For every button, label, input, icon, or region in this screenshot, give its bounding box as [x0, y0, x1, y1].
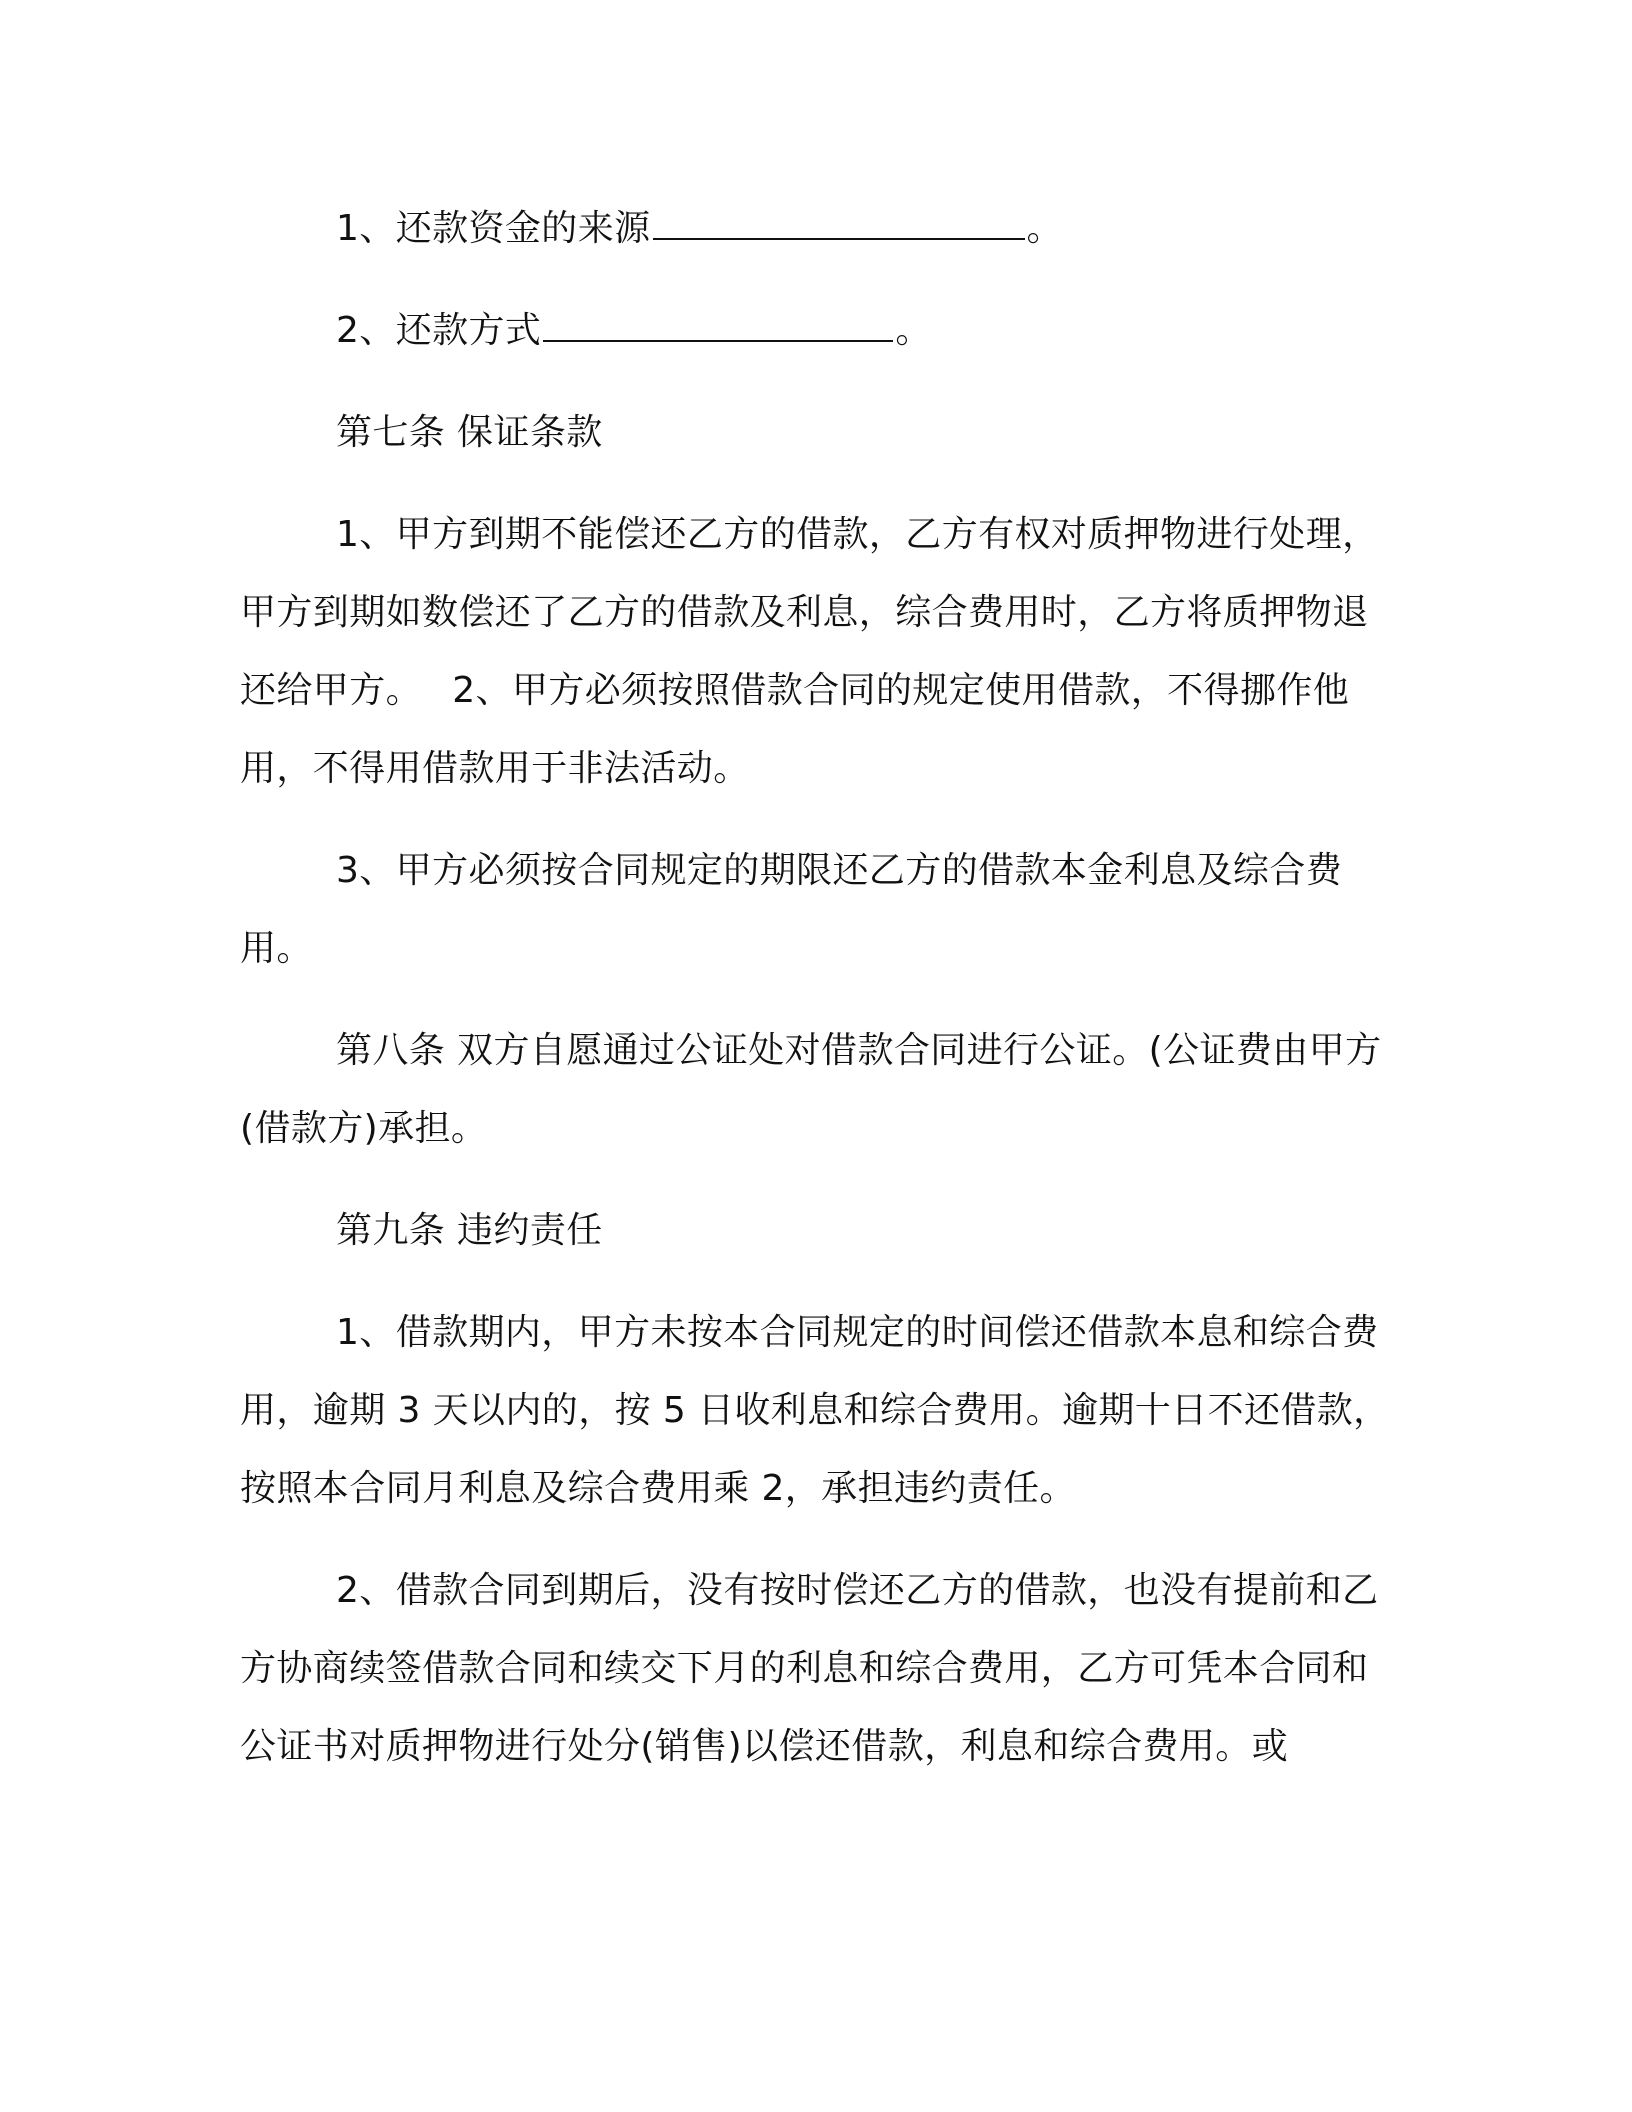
- repayment-source-blank: [653, 204, 1025, 240]
- repayment-method-blank: [543, 306, 893, 342]
- article7-paragraph-3: 3、甲方必须按合同规定的期限还乙方的借款本金利息及综合费用。: [240, 850, 1343, 969]
- article7-paragraph-1: 1、甲方到期不能偿还乙方的借款，乙方有权对质押物进行处理，甲方到期如数偿还了乙方的借款及利息，综合费用时，乙方将质押物退还给甲方。 2、甲方必须按照借款合同的规定使用借款，不得挪作他用，不得用借款用于非法活动。: [240, 514, 1379, 789]
- repayment-method-end: 。: [895, 310, 932, 351]
- document-body: [240, 190, 1390, 1786]
- repayment-method-label: 2、还款方式: [336, 310, 542, 351]
- article9-title: 第九条 违约责任: [336, 1210, 603, 1251]
- repayment-source-line: [240, 190, 1390, 268]
- article9-paragraph-1: 1、借款期内，甲方未按本合同规定的时间偿还借款本息和综合费用，逾期 3 天以内的，按 5 日收利息和综合费用。逾期十日不还借款，按照本合同月利息及综合费用乘 2，承担违约责任。: [240, 1312, 1390, 1509]
- repayment-method-line: [240, 292, 1390, 370]
- article9-paragraph-2: 2、借款合同到期后，没有按时偿还乙方的借款，也没有提前和乙方协商续签借款合同和续交下月的利息和综合费用，乙方可凭本合同和公证书对质押物进行处分(销售)以偿还借款，利息和综合费用。或: [240, 1570, 1379, 1767]
- article7-title: 第七条 保证条款: [336, 412, 603, 453]
- repayment-source-end: 。: [1026, 208, 1063, 249]
- repayment-source-label: 1、还款资金的来源: [336, 208, 651, 249]
- article8-paragraph: 第八条 双方自愿通过公证处对借款合同进行公证。(公证费由甲方(借款方)承担。: [240, 1030, 1382, 1149]
